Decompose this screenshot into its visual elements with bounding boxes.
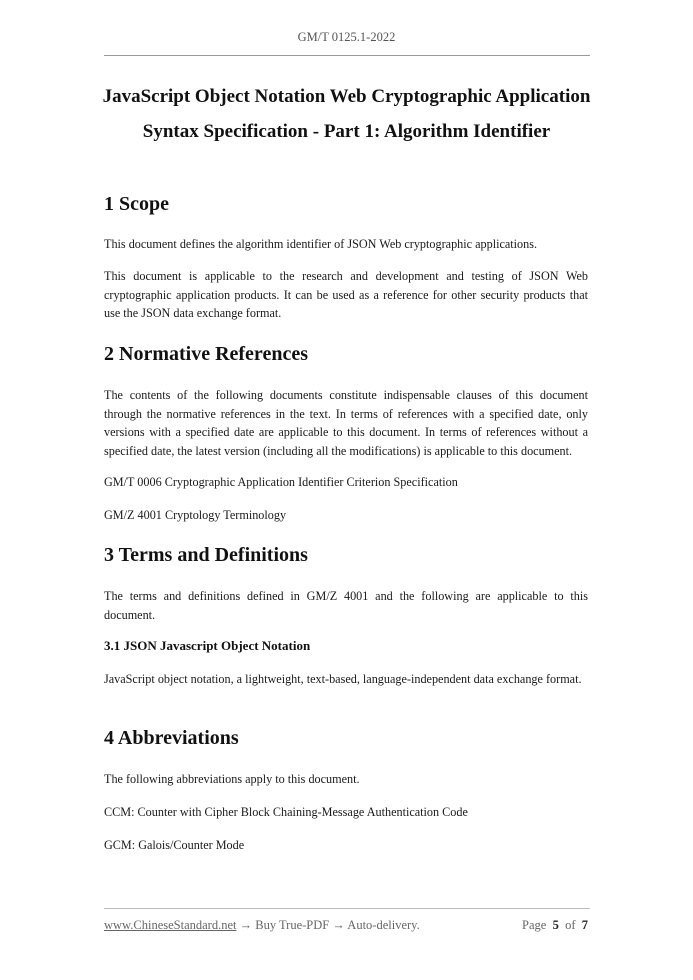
section-heading-abbreviations: 4 Abbreviations bbox=[104, 727, 239, 749]
scope-paragraph-1: This document defines the algorithm identifier of JSON Web cryptographic applications. bbox=[104, 237, 538, 251]
footer-divider bbox=[104, 908, 590, 909]
document-code-header: GM/T 0125.1-2022 bbox=[297, 30, 396, 44]
page-indicator bbox=[522, 918, 588, 933]
abbreviations-paragraph-1: The following abbreviations apply to this document. bbox=[104, 772, 360, 786]
normative-reference-2: GM/Z 4001 Cryptology Terminology bbox=[104, 508, 287, 522]
document-title-line-1: JavaScript Object Notation Web Cryptographic Application bbox=[102, 86, 591, 107]
total-pages-number: 7 bbox=[581, 918, 588, 932]
normative-paragraph-1: The contents of the following documents constitute indispensable clauses of this document through the normative references in the text. In terms of references with a specified date, only versions with a specified date are applicable to this document. In terms of references without a specified date, the latest version (including all the modifications) is applicable to this document. bbox=[104, 388, 588, 459]
footer-promo bbox=[104, 918, 420, 933]
section-heading-scope: 1 Scope bbox=[104, 193, 169, 215]
abbreviation-ccm: CCM: Counter with Cipher Block Chaining-Message Authentication Code bbox=[104, 805, 468, 819]
document-title-line-2: Syntax Specification - Part 1: Algorithm Identifier bbox=[142, 121, 551, 142]
normative-reference-1: GM/T 0006 Cryptographic Application Identifier Criterion Specification bbox=[104, 475, 458, 489]
terms-json-definition: JavaScript object notation, a lightweight, text-based, language-independent data exchange format. bbox=[104, 672, 582, 686]
scope-paragraph-2: This document is applicable to the research and development and testing of JSON Web cryptographic application products. It can be used as a reference for other security products that use the JSON data exchange format. bbox=[104, 269, 588, 321]
page-word: Page bbox=[522, 918, 547, 932]
of-word: of bbox=[565, 918, 576, 932]
website-link[interactable]: www.ChineseStandard.net bbox=[104, 918, 237, 932]
section-heading-terms: 3 Terms and Definitions bbox=[104, 544, 308, 566]
section-heading-normative-references: 2 Normative References bbox=[104, 343, 308, 365]
footer-promo-text: → Buy True-PDF → Auto-delivery. bbox=[236, 918, 420, 932]
terms-paragraph-1: The terms and definitions defined in GM/Z 4001 and the following are applicable to this document. bbox=[104, 589, 588, 622]
abbreviation-gcm: GCM: Galois/Counter Mode bbox=[104, 838, 245, 852]
terms-subheading-json: 3.1 JSON Javascript Object Notation bbox=[104, 638, 311, 653]
header-divider bbox=[104, 55, 590, 56]
current-page-number: 5 bbox=[552, 918, 559, 932]
